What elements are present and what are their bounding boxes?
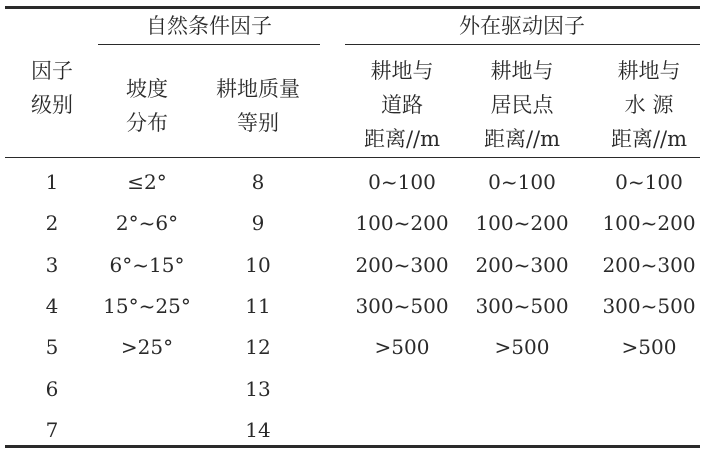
column-header-water-line3: 距离//m bbox=[610, 127, 688, 151]
driving-group-underline bbox=[345, 44, 700, 45]
cell-water: >500 bbox=[621, 335, 677, 360]
cell-quality: 12 bbox=[245, 335, 271, 360]
cell-slope: 15°~25° bbox=[103, 293, 191, 318]
cell-quality: 13 bbox=[245, 376, 271, 401]
cell-resident: 0~100 bbox=[488, 170, 556, 194]
column-header-road bbox=[364, 54, 440, 156]
cell-resident: 300~500 bbox=[475, 293, 569, 318]
cell-slope: ≤2° bbox=[127, 170, 167, 194]
cell-water: 100~200 bbox=[602, 211, 696, 236]
column-header-slope-line1: 坡度 bbox=[126, 77, 168, 101]
cell-level: 4 bbox=[45, 293, 59, 318]
table-bottom-rule bbox=[5, 445, 700, 448]
cell-road: 300~500 bbox=[355, 293, 449, 318]
cell-quality: 8 bbox=[251, 170, 265, 194]
column-header-water bbox=[611, 54, 687, 156]
cell-level: 5 bbox=[45, 335, 59, 360]
cell-slope: 6°~15° bbox=[109, 252, 185, 277]
column-header-road-line1: 耕地与 bbox=[370, 59, 434, 83]
cell-slope: 2°~6° bbox=[115, 211, 179, 236]
cell-slope: >25° bbox=[120, 335, 174, 360]
cell-resident: 100~200 bbox=[475, 211, 569, 236]
column-header-slope-line2: 分布 bbox=[126, 111, 168, 135]
cell-level: 6 bbox=[45, 376, 59, 401]
column-header-quality-line1: 耕地质量 bbox=[216, 77, 300, 101]
group-header-natural: 自然条件因子 bbox=[146, 14, 272, 38]
column-header-water-line2: 水 源 bbox=[624, 93, 674, 117]
cell-water: 300~500 bbox=[602, 293, 696, 318]
column-header-resident-line1: 耕地与 bbox=[490, 59, 554, 83]
column-header-level-line1: 因子 bbox=[31, 59, 73, 83]
natural-group-underline bbox=[98, 44, 320, 45]
cell-road: 0~100 bbox=[368, 170, 436, 194]
column-header-water-line1: 耕地与 bbox=[617, 59, 681, 83]
cell-water: 200~300 bbox=[602, 252, 696, 277]
cell-quality: 14 bbox=[245, 417, 271, 442]
cell-road: >500 bbox=[374, 335, 430, 360]
header-bottom-rule bbox=[5, 157, 700, 158]
column-header-resident-line2: 居民点 bbox=[490, 93, 554, 117]
column-header-slope bbox=[126, 72, 168, 140]
column-header-resident-line3: 距离//m bbox=[483, 127, 561, 151]
cell-road: 200~300 bbox=[355, 252, 449, 277]
cell-resident: >500 bbox=[494, 335, 550, 360]
column-header-resident bbox=[484, 54, 560, 156]
column-header-road-line3: 距离//m bbox=[363, 127, 441, 151]
cell-quality: 11 bbox=[245, 293, 271, 318]
cell-road: 100~200 bbox=[355, 211, 449, 236]
column-header-level bbox=[31, 54, 73, 122]
column-header-quality bbox=[216, 72, 300, 140]
cell-water: 0~100 bbox=[615, 170, 683, 194]
column-header-quality-line2: 等别 bbox=[237, 111, 279, 135]
cell-quality: 10 bbox=[245, 252, 271, 277]
group-header-driving: 外在驱动因子 bbox=[459, 14, 585, 38]
cell-level: 3 bbox=[45, 252, 59, 277]
cell-level: 2 bbox=[45, 211, 59, 236]
cell-level: 7 bbox=[45, 417, 59, 442]
column-header-road-line2: 道路 bbox=[380, 93, 423, 117]
column-header-level-line2: 级别 bbox=[31, 93, 73, 117]
cell-quality: 9 bbox=[251, 211, 265, 236]
cell-level: 1 bbox=[45, 170, 59, 194]
table-top-rule bbox=[5, 6, 700, 9]
cell-resident: 200~300 bbox=[475, 252, 569, 277]
